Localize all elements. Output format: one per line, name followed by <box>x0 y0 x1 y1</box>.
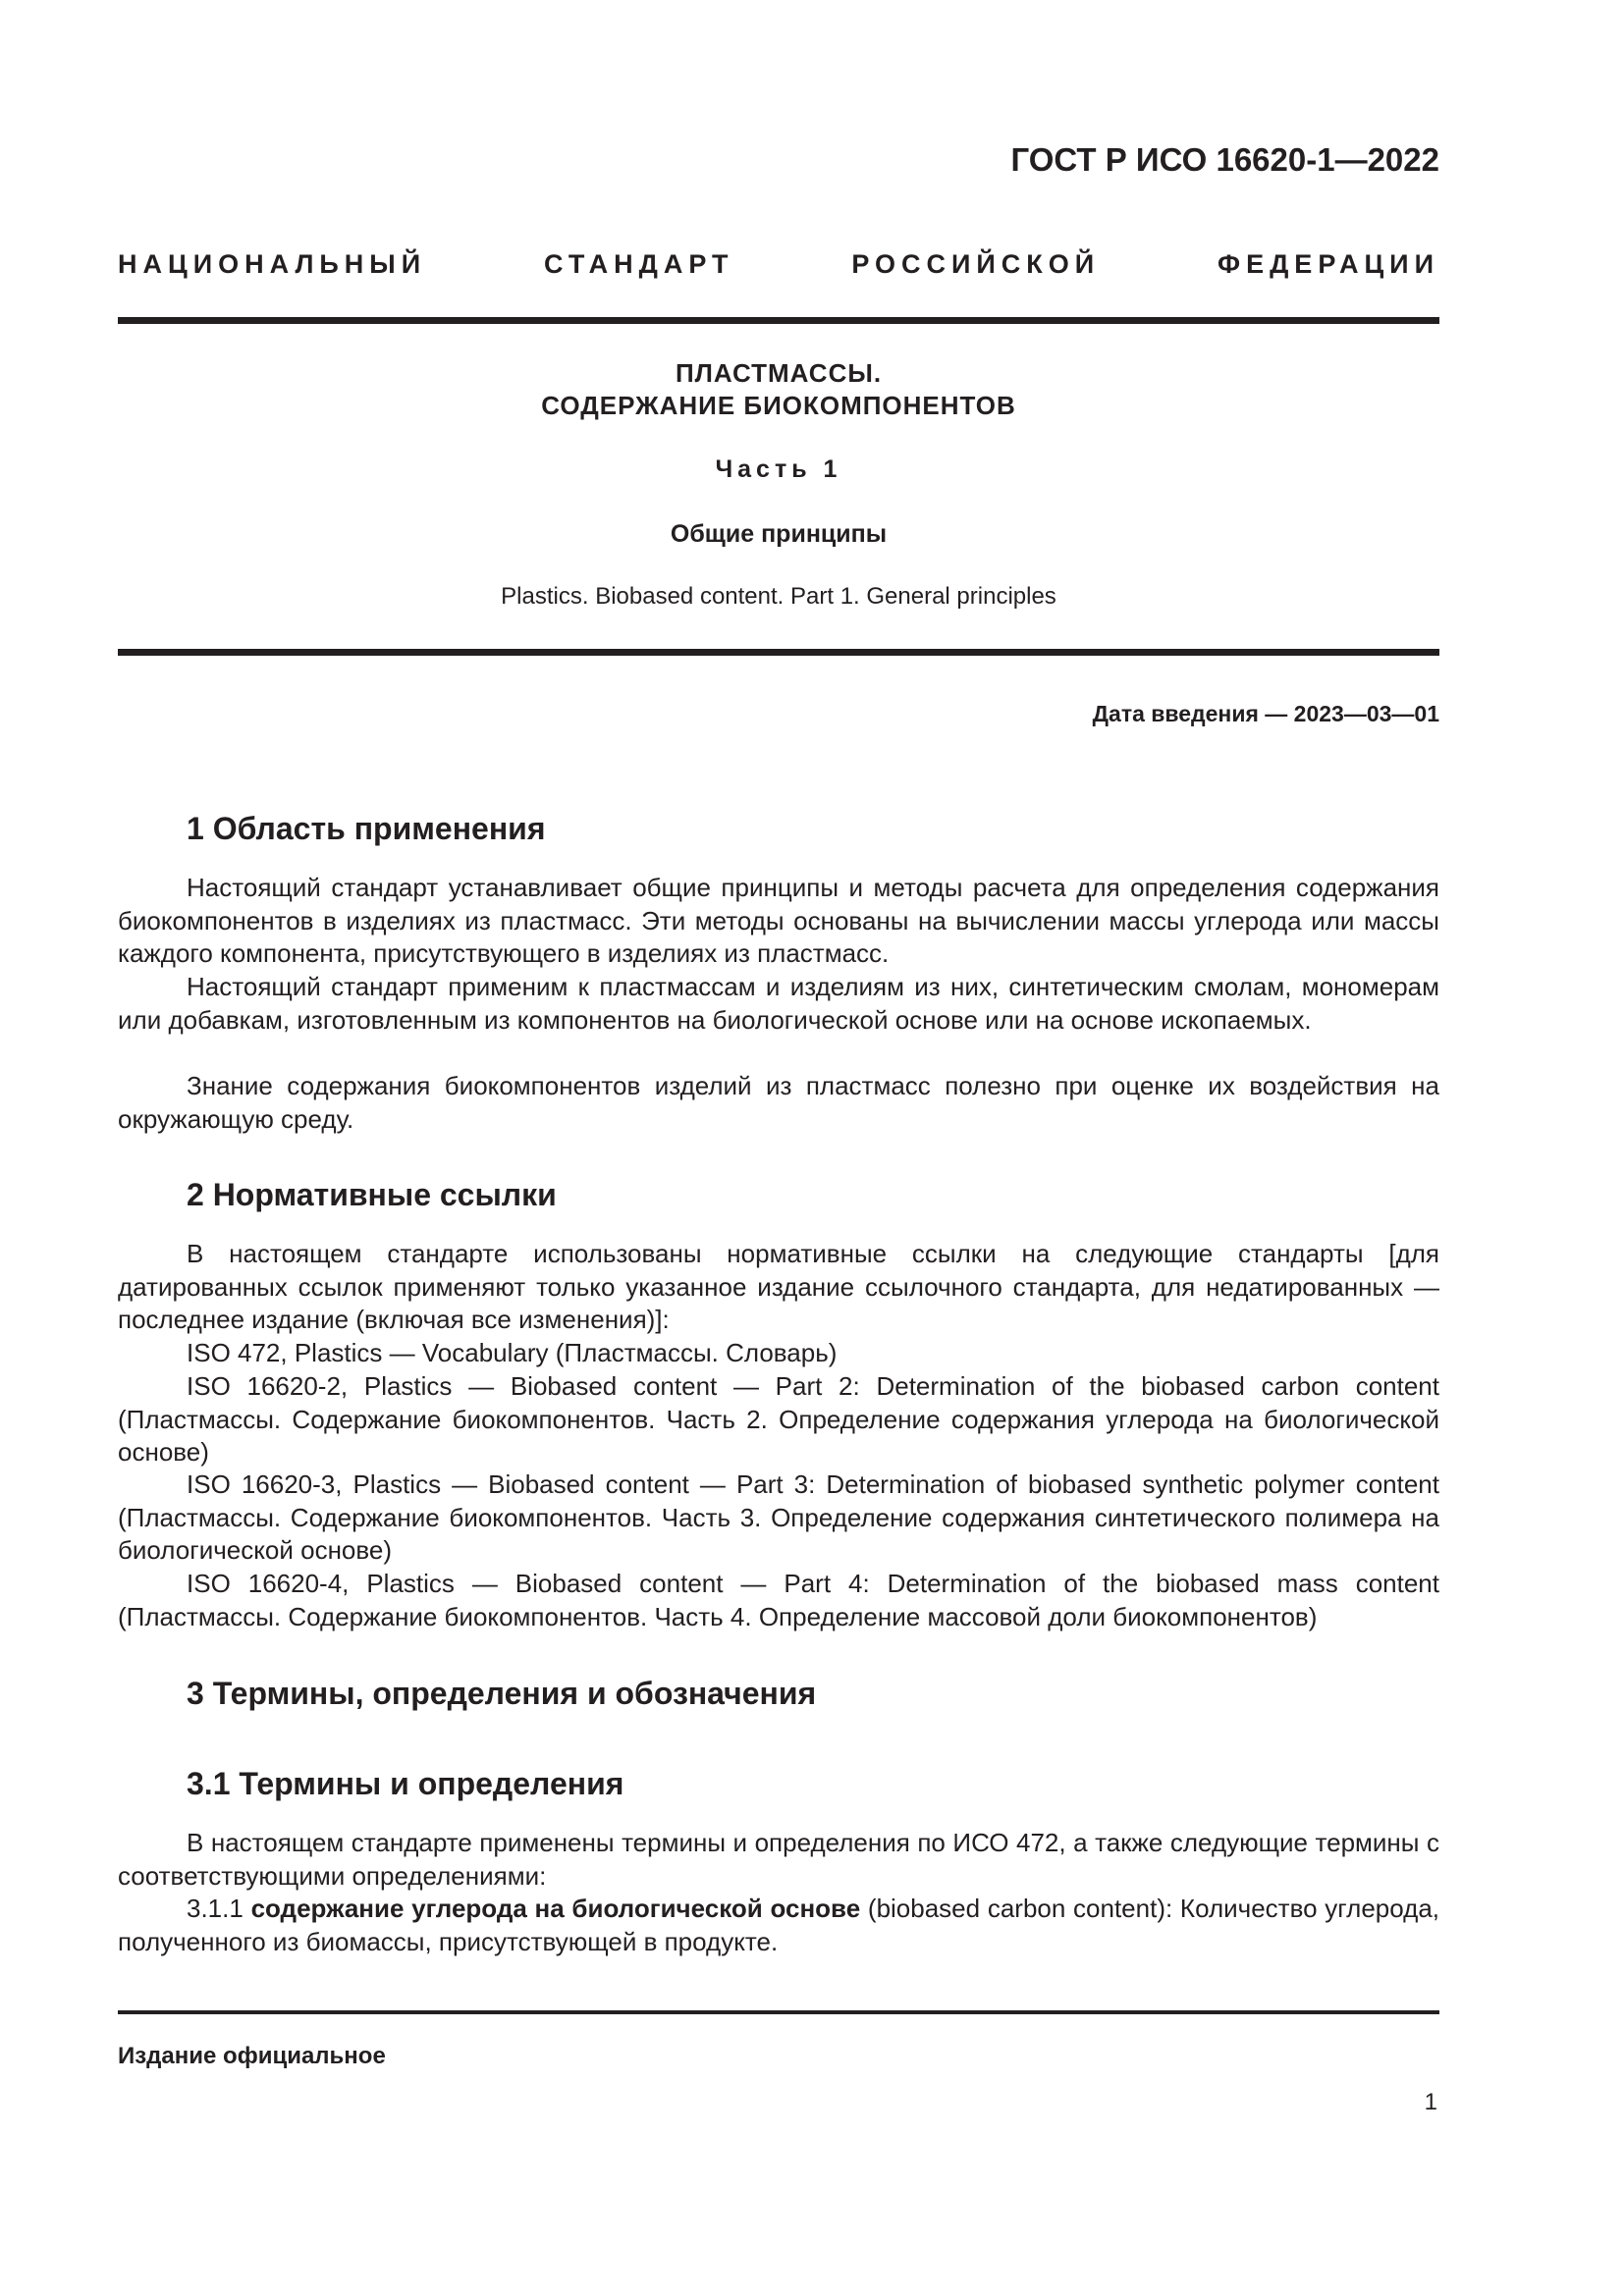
national-standard-banner: НАЦИОНАЛЬНЫЙ СТАНДАРТ РОССИЙСКОЙ ФЕДЕРАЦИИ <box>118 249 1439 279</box>
section-1-paragraph-3: Знание содержания биокомпонентов изделий из пластмасс полезно при оценке их воздействия на окружающую среду. <box>118 1071 1439 1134</box>
section-2-heading: 2 Нормативные ссылки <box>187 1177 557 1212</box>
page-number: 1 <box>1424 2089 1437 2115</box>
section-1-paragraph-1: Настоящий стандарт устанавливает общие принципы и методы расчета для определения содержания биокомпонентов в изделиях из пластмасс. Эти методы основаны на вычислении массы углерода или массы каждого компонента, присутствующего в изделиях из пластмасс. <box>118 873 1439 968</box>
section-1-heading: 1 Область применения <box>187 811 546 846</box>
term-definition: (biobased carbon content): Количество углерода, полученного из биомассы, присутствующей в продукте. <box>118 1894 1440 1956</box>
official-edition-label: Издание официальное <box>118 2043 386 2069</box>
normative-reference-1: ISO 472, Plastics — Vocabulary (Пластмассы. Словарь) <box>187 1338 838 1367</box>
title-line-2: СОДЕРЖАНИЕ БИОКОМПОНЕНТОВ <box>541 391 1016 420</box>
section-3-1-heading: 3.1 Термины и определения <box>187 1766 624 1801</box>
normative-reference-3: ISO 16620-3, Plastics — Biobased content — Part 3: Determination of biobased synthetic polymer content (Пластмассы. Содержание биокомпонентов. Часть 3. Определение содержания синтетического полимера на биологической основе) <box>118 1469 1439 1565</box>
section-3-heading: 3 Термины, определения и обозначения <box>187 1676 817 1711</box>
title-part: Часть 1 <box>715 455 842 483</box>
standard-designation: ГОСТ Р ИСО 16620-1—2022 <box>1010 141 1439 178</box>
title-english: Plastics. Biobased content. Part 1. General principles <box>501 583 1056 610</box>
section-1-paragraph-2: Настоящий стандарт применим к пластмассам и изделиям из них, синтетическим смолам, мономерам или добавкам, изготовленным из компонентов на биологической основе или на основе ископаемых. <box>118 972 1439 1035</box>
term-number: 3.1.1 <box>187 1894 244 1923</box>
title-divider <box>118 649 1439 656</box>
introduction-date: Дата введения — 2023—03—01 <box>1092 701 1439 726</box>
section-3-paragraph-1: В настоящем стандарте применены термины и определения по ИСО 472, а также следующие термины с соответствующими определениями: <box>118 1828 1439 1891</box>
term-name: содержание углерода на биологической основе <box>250 1894 861 1923</box>
footer-divider <box>118 2010 1439 2014</box>
title-line-1: ПЛАСТМАССЫ. <box>675 358 883 388</box>
normative-reference-4: ISO 16620-4, Plastics — Biobased content — Part 4: Determination of the biobased mass content (Пластмассы. Содержание биокомпонентов. Часть 4. Определение массовой доли биокомпонентов) <box>118 1569 1439 1631</box>
top-divider <box>118 317 1439 324</box>
normative-reference-2: ISO 16620-2, Plastics — Biobased content — Part 2: Determination of the biobased carbon content (Пластмассы. Содержание биокомпонентов. Часть 2. Определение содержания углерода на биологической основе) <box>118 1371 1439 1467</box>
term-3-1-1 <box>118 1893 1439 1958</box>
section-2-paragraph-1: В настоящем стандарте использованы нормативные ссылки на следующие стандарты [для датированных ссылок применяют только указанное издание ссылочного стандарта, для недатированных — последнее издание (включая все изменения)]: <box>118 1239 1439 1334</box>
title-subtitle: Общие принципы <box>670 520 888 548</box>
